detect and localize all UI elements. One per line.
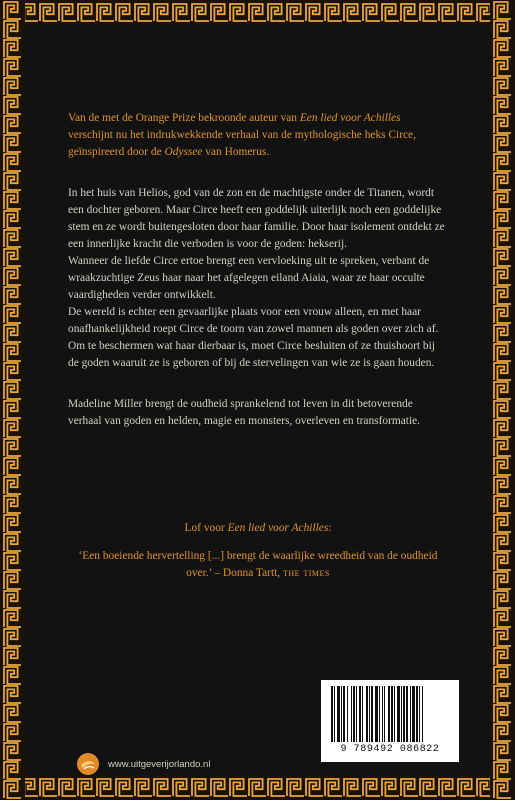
greek-key-border-left bbox=[0, 0, 25, 800]
greek-key-border-right bbox=[490, 0, 515, 800]
synopsis bbox=[68, 185, 448, 372]
praise-section bbox=[68, 522, 448, 582]
barcode-bars bbox=[329, 686, 451, 742]
isbn-barcode bbox=[321, 680, 459, 762]
quote-source: the times bbox=[282, 567, 330, 579]
orlando-logo-icon bbox=[76, 752, 100, 776]
isbn-number: 9 789492 086822 bbox=[340, 744, 440, 755]
greek-key-border-top bbox=[0, 0, 515, 25]
epic-title-odyssee: Odyssee bbox=[164, 146, 203, 158]
closing-paragraph: Madeline Miller brengt de oudheid sprankelend tot leven in dit betoverende verhaal van goden en helden, magie en monsters, overleven en transformatie. bbox=[68, 398, 421, 427]
synopsis-paragraph: De wereld is echter een gevaarlijke plaats voor een vrouw alleen, en met haar onafhankelijkheid roept Circe de toorn van zowel mannen als goden over zich af. Om te beschermen wat haar dierbaar is, moet Circe besluiten of ze thuishoort bij de goden waaruit ze is geboren of bij de stervelingen van wie ze is gaan houden. bbox=[68, 306, 439, 369]
book-title-achilles: Een lied voor Achilles bbox=[299, 112, 401, 124]
publisher-url[interactable]: www.uitgeverijorlando.nl bbox=[108, 758, 211, 770]
intro-paragraph: Van de met de Orange Prize bekroonde auteur van Een lied voor Achilles verschijnt nu het indrukwekkende verhaal van de mythologische heks Circe, geïnspireerd door de Odyssee van Homerus. bbox=[68, 112, 416, 158]
synopsis-paragraph: Wanneer de liefde Circe ertoe brengt een vervloeking uit te spreken, verbant de wraakzuchtige Zeus haar naar het afgelegen eiland Aiaia, waar ze haar occulte vaardigheden verder ontwikkelt. bbox=[68, 255, 430, 301]
synopsis-paragraph: In het huis van Helios, god van de zon en de machtigste onder de Titanen, wordt een dochter geboren. Maar Circe heeft een goddelijk uiterlijk noch een goddelijke stem en ze wordt buitengesloten door haar familie. Door haar isolement ontdekt ze een innerlijke kracht die verboden is voor de goden: hekserij. bbox=[68, 187, 445, 250]
greek-key-border-bottom bbox=[0, 775, 515, 800]
praise-heading: Lof voor Een lied voor Achilles: bbox=[184, 522, 332, 534]
praise-quote: ‘Een boeiende hervertelling [...] brengt de waarlijke wreedheid van de oudheid over.’ – Donna Tartt, the times bbox=[78, 550, 438, 579]
publisher-info bbox=[76, 752, 210, 776]
blurb bbox=[68, 110, 448, 430]
